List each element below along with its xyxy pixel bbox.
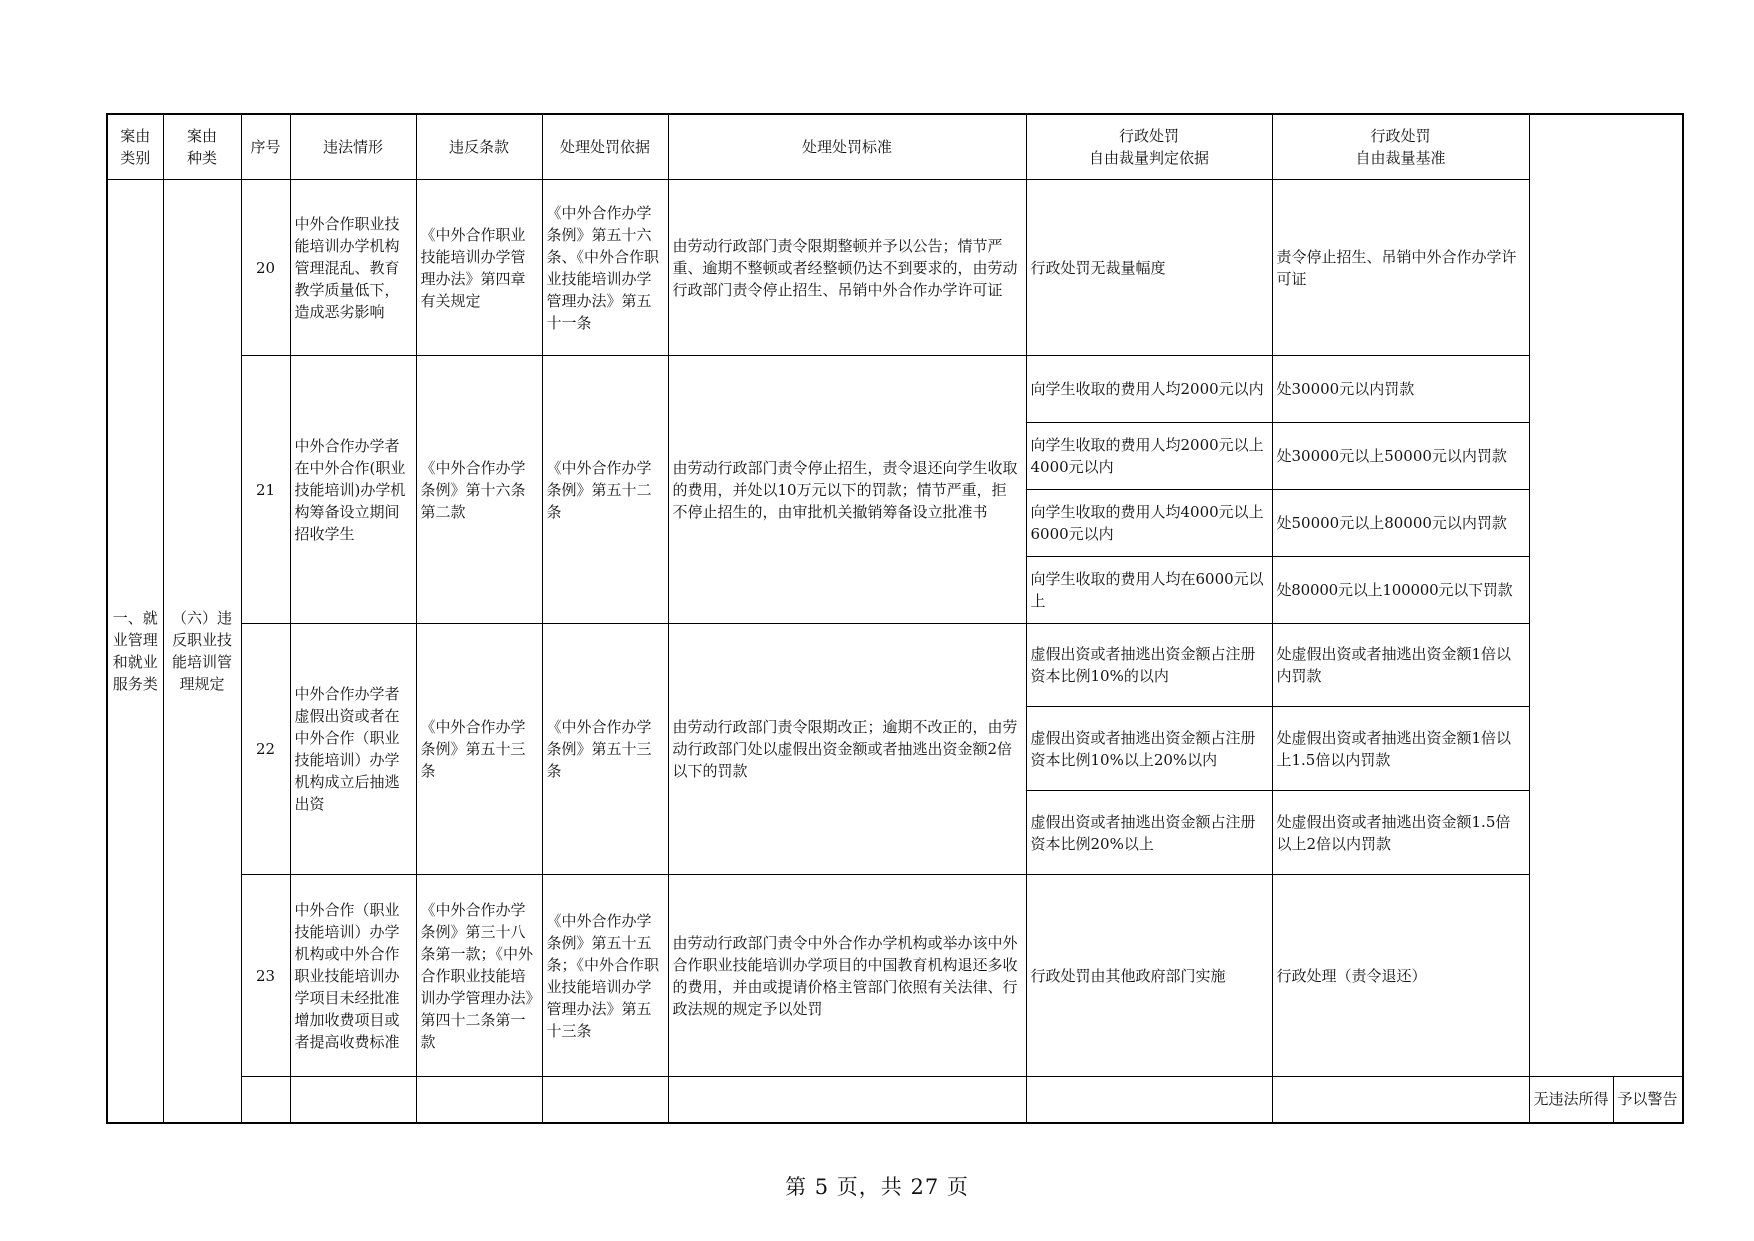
benchmark-cell: 处80000元以上100000元以下罚款 [1272,557,1529,624]
judge-basis-cell: 向学生收取的费用人均4000元以上6000元以内 [1026,490,1272,557]
row-number: 21 [241,356,290,624]
empty-cell [668,1077,1026,1123]
header-case-category: 案由 类别 [107,114,163,180]
table-row [107,624,1683,707]
benchmark-cell: 行政处理（责令退还） [1272,875,1529,1077]
standard-cell: 由劳动行政部门责令停止招生，责令退还向学生收取的费用，并处以10万元以下的罚款；情节严重，拒不停止招生的，由审批机关撤销筹备设立批准书 [668,356,1026,624]
case-category-cell: 一、就业管理和就业服务类 [107,180,163,1123]
empty-cell [241,1077,290,1123]
benchmark-cell: 处30000元以内罚款 [1272,356,1529,423]
judge-basis-cell: 向学生收取的费用人均在6000元以上 [1026,557,1272,624]
judge-basis-cell: 虚假出资或者抽逃出资金额占注册资本比例20%以上 [1026,791,1272,875]
judge-basis-cell: 向学生收取的费用人均2000元以内 [1026,356,1272,423]
header-clause: 违反条款 [416,114,542,180]
clause-cell: 《中外合作职业技能培训办学管理办法》第四章有关规定 [416,180,542,356]
judge-basis-cell: 虚假出资或者抽逃出资金额占注册资本比例10%以上20%以内 [1026,707,1272,791]
basis-cell: 《中外合作办学条例》第五十三条 [542,624,668,875]
header-standard: 处理处罚标准 [668,114,1026,180]
clause-cell: 《中外合作办学条例》第五十三条 [416,624,542,875]
judge-basis-cell: 无违法所得 [1529,1077,1613,1123]
header-basis: 处理处罚依据 [542,114,668,180]
table-row [107,356,1683,423]
clause-cell: 《中外合作办学条例》第十六条第二款 [416,356,542,624]
benchmark-cell: 处50000元以上80000元以内罚款 [1272,490,1529,557]
violation-cell: 中外合作办学者虚假出资或者在中外合作（职业技能培训）办学机构成立后抽逃出资 [290,624,416,875]
benchmark-cell: 处虚假出资或者抽逃出资金额1倍以内罚款 [1272,624,1529,707]
basis-cell: 《中外合作办学条例》第五十六条、《中外合作职业技能培训办学管理办法》第五十一条 [542,180,668,356]
empty-cell [416,1077,542,1123]
page-footer: 第 5 页，共 27 页 [785,1175,969,1199]
judge-basis-cell: 虚假出资或者抽逃出资金额占注册资本比例10%的以内 [1026,624,1272,707]
header-benchmark: 行政处罚 自由裁量基准 [1272,114,1529,180]
benchmark-cell: 责令停止招生、吊销中外合作办学许可证 [1272,180,1529,356]
clause-cell: 《中外合作办学条例》第三十八条第一款；《中外合作职业技能培训办学管理办法》第四十二条第一款 [416,875,542,1077]
empty-cell [290,1077,416,1123]
violation-cell: 中外合作办学者在中外合作(职业技能培训)办学机构筹备设立期间招收学生 [290,356,416,624]
benchmark-cell: 处虚假出资或者抽逃出资金额1倍以上1.5倍以内罚款 [1272,707,1529,791]
header-violation: 违法情形 [290,114,416,180]
standard-cell: 由劳动行政部门责令限期改正；逾期不改正的，由劳动行政部门处以虚假出资金额或者抽逃出资金额2倍以下的罚款 [668,624,1026,875]
empty-cell [542,1077,668,1123]
header-case-kind: 案由 种类 [163,114,241,180]
row-number: 23 [241,875,290,1077]
benchmark-cell: 处30000元以上50000元以内罚款 [1272,423,1529,490]
judge-basis-cell: 行政处罚无裁量幅度 [1026,180,1272,356]
penalty-table [106,113,1684,1124]
table-row-partial [107,1077,1683,1123]
standard-cell: 由劳动行政部门责令中外合作办学机构或举办该中外合作职业技能培训办学项目的中国教育机构退还多收的费用，并由或提请价格主管部门依照有关法律、行政法规的规定予以处罚 [668,875,1026,1077]
judge-basis-cell: 行政处罚由其他政府部门实施 [1026,875,1272,1077]
case-kind-cell: （六）违反职业技能培训管理规定 [163,180,241,1123]
empty-cell [1026,1077,1272,1123]
table-row [107,875,1683,1077]
benchmark-cell: 处虚假出资或者抽逃出资金额1.5倍以上2倍以内罚款 [1272,791,1529,875]
judge-basis-cell: 向学生收取的费用人均2000元以上4000元以内 [1026,423,1272,490]
header-number: 序号 [241,114,290,180]
standard-cell: 由劳动行政部门责令限期整顿并予以公告；情节严重、逾期不整顿或者经整顿仍达不到要求的，由劳动行政部门责令停止招生、吊销中外合作办学许可证 [668,180,1026,356]
row-number: 22 [241,624,290,875]
table-row [107,180,1683,356]
benchmark-cell: 予以警告 [1613,1077,1683,1123]
empty-cell [1272,1077,1529,1123]
header-judge-basis: 行政处罚 自由裁量判定依据 [1026,114,1272,180]
row-number: 20 [241,180,290,356]
violation-cell: 中外合作（职业技能培训）办学机构或中外合作职业技能培训办学项目未经批准增加收费项目或者提高收费标准 [290,875,416,1077]
header-row [107,114,1683,180]
basis-cell: 《中外合作办学条例》第五十二条 [542,356,668,624]
basis-cell: 《中外合作办学条例》第五十五条；《中外合作职业技能培训办学管理办法》第五十三条 [542,875,668,1077]
violation-cell: 中外合作职业技能培训办学机构管理混乱、教育教学质量低下，造成恶劣影响 [290,180,416,356]
